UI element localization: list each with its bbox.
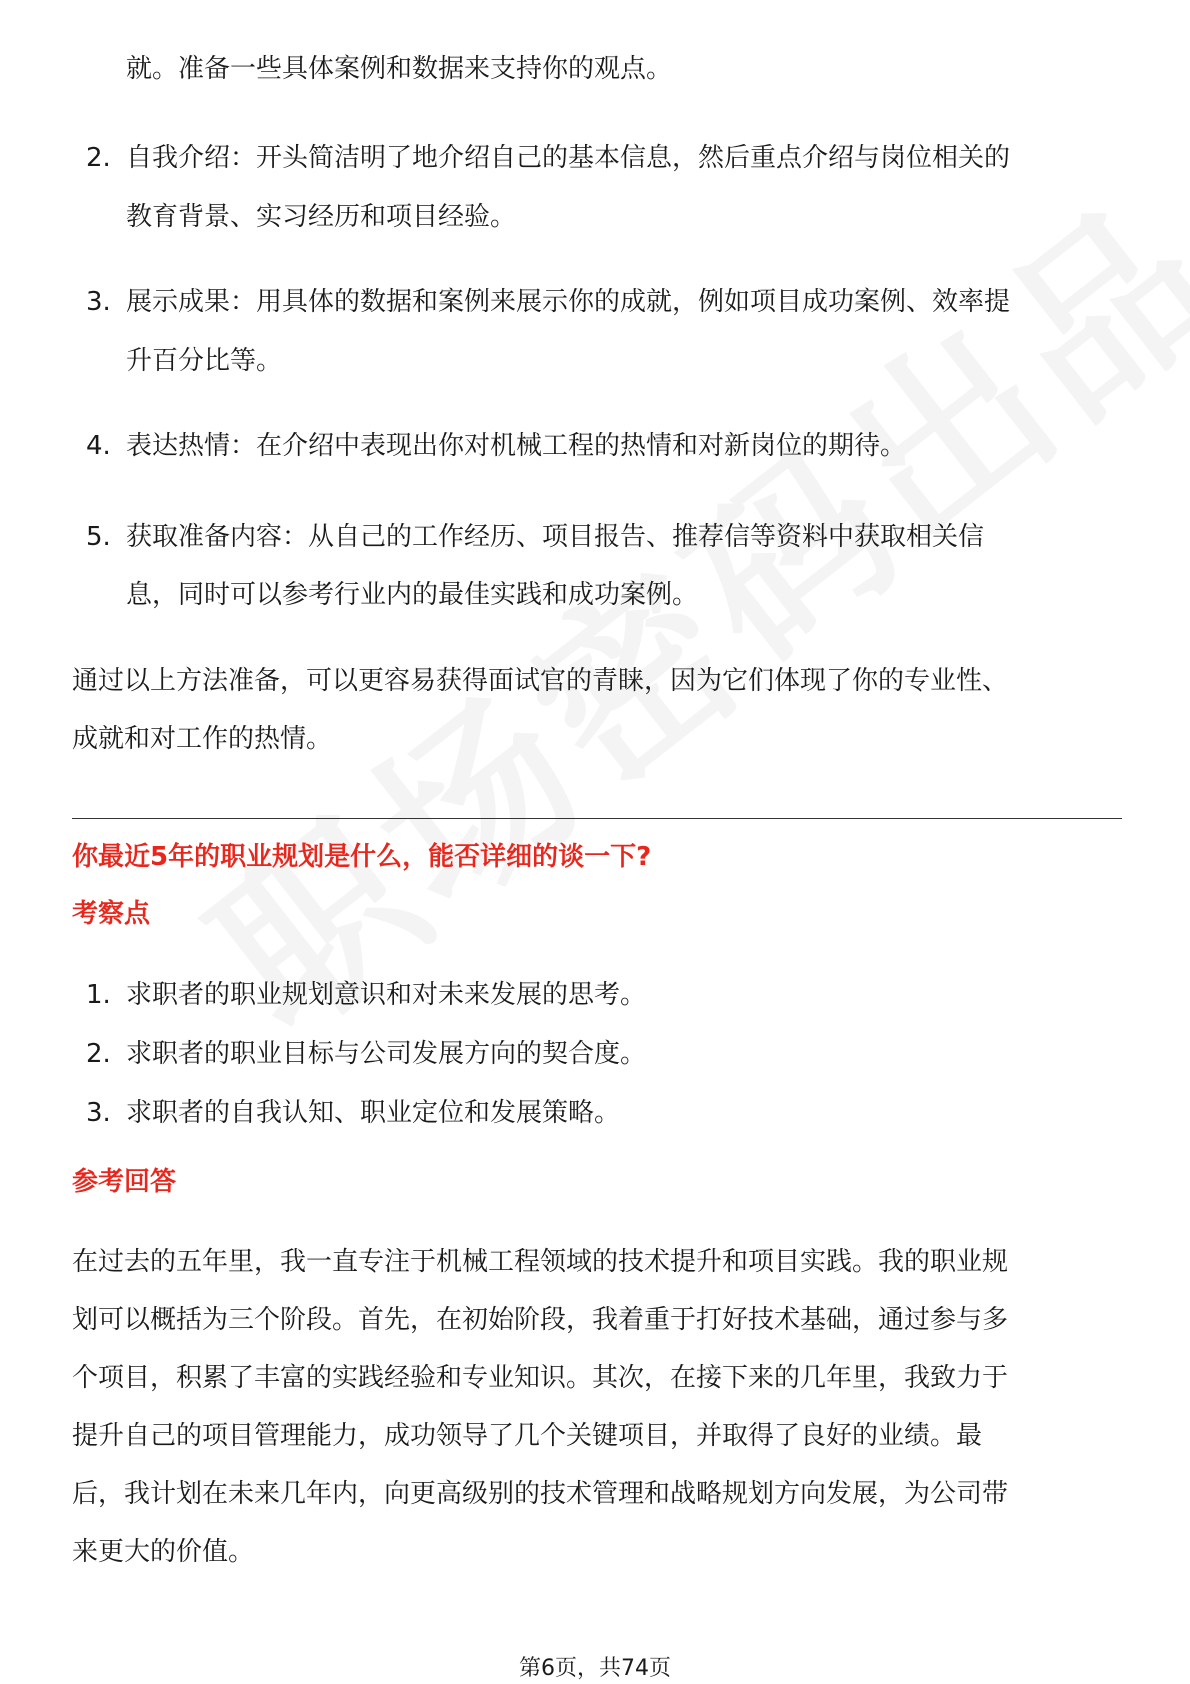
list-number: 4. xyxy=(86,431,111,461)
list-number: 3. xyxy=(86,1098,111,1128)
list-number: 2. xyxy=(86,1039,111,1069)
list-item-line: 展示成果：用具体的数据和案例来展示你的成就，例如项目成功案例、效率提 xyxy=(126,287,1011,317)
answer-line: 在过去的五年里，我一直专注于机械工程领域的技术提升和项目实践。我的职业规 xyxy=(72,1247,1009,1277)
section-divider xyxy=(72,818,1122,819)
list-number: 3. xyxy=(86,287,111,317)
list-item-line: 息，同时可以参考行业内的最佳实践和成功案例。 xyxy=(126,580,699,610)
question-title: 你最近5年的职业规划是什么，能否详细的谈一下? xyxy=(72,842,652,872)
list-item-line: 升百分比等。 xyxy=(126,346,283,376)
answer-heading: 参考回答 xyxy=(72,1167,177,1197)
list-item-text: 求职者的自我认知、职业定位和发展策略。 xyxy=(126,1098,621,1128)
list-item-line: 自我介绍：开头简洁明了地介绍自己的基本信息，然后重点介绍与岗位相关的 xyxy=(126,143,1011,173)
page-number: 第6页，共74页 xyxy=(519,1656,671,1681)
list-item-text: 求职者的职业规划意识和对未来发展的思考。 xyxy=(126,980,647,1010)
continuation-text: 就。准备一些具体案例和数据来支持你的观点。 xyxy=(126,54,673,84)
list-item-line: 教育背景、实习经历和项目经验。 xyxy=(126,202,517,232)
summary-line: 成就和对工作的热情。 xyxy=(72,724,333,754)
answer-line: 来更大的价值。 xyxy=(72,1537,255,1567)
list-item-line: 获取准备内容：从自己的工作经历、项目报告、推荐信等资料中获取相关信 xyxy=(126,522,985,552)
list-number: 2. xyxy=(86,143,111,173)
list-item-line: 表达热情：在介绍中表现出你对机械工程的热情和对新岗位的期待。 xyxy=(126,431,907,461)
points-heading: 考察点 xyxy=(72,899,151,929)
answer-line: 后，我计划在未来几年内，向更高级别的技术管理和战略规划方向发展，为公司带 xyxy=(72,1479,1009,1509)
answer-line: 提升自己的项目管理能力，成功领导了几个关键项目，并取得了良好的业绩。最 xyxy=(72,1421,983,1451)
list-number: 1. xyxy=(86,980,111,1010)
summary-line: 通过以上方法准备，可以更容易获得面试官的青睐，因为它们体现了你的专业性、 xyxy=(72,666,1009,696)
answer-line: 个项目，积累了丰富的实践经验和专业知识。其次，在接下来的几年里，我致力于 xyxy=(72,1363,1009,1393)
answer-line: 划可以概括为三个阶段。首先，在初始阶段，我着重于打好技术基础，通过参与多 xyxy=(72,1305,1009,1335)
list-item-text: 求职者的职业目标与公司发展方向的契合度。 xyxy=(126,1039,647,1069)
list-number: 5. xyxy=(86,522,111,552)
